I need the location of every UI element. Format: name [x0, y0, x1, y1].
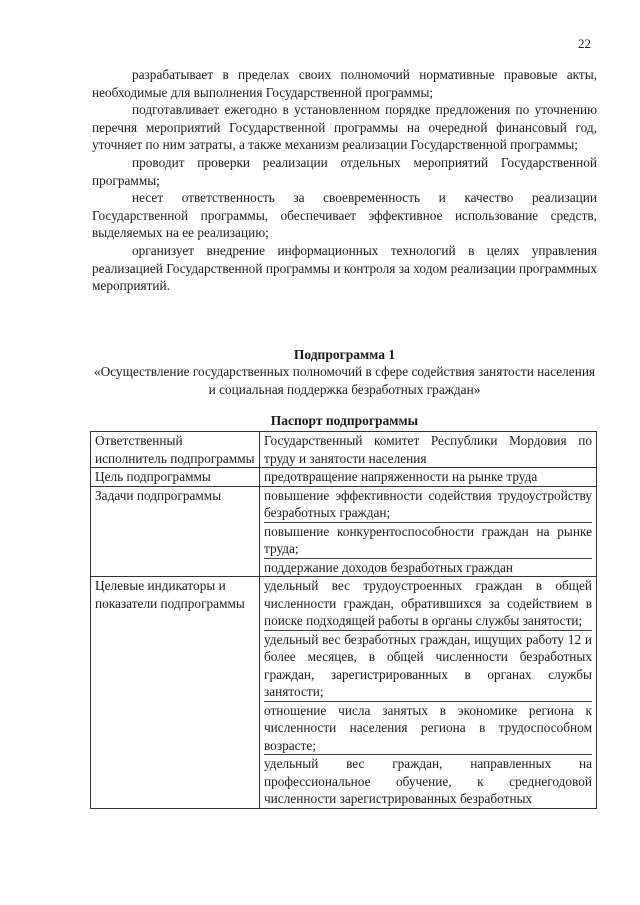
row-value-item: удельный вес трудоустроенных граждан в общей численности граждан, обратившихся за содействием в поиске подходящей работы в органы службы занятости;: [264, 577, 592, 631]
row-label: Ответственный исполнитель подпрограммы: [91, 432, 260, 468]
row-value-item: удельный вес граждан, направленных на профессиональное обучение, к среднегодовой численности зарегистрированных безработных: [264, 756, 592, 806]
row-label: Целевые индикаторы и показатели подпрограммы: [91, 577, 260, 809]
table-row: [91, 468, 597, 487]
row-value: [260, 486, 597, 577]
page-number: 22: [578, 36, 591, 51]
table-row: [91, 577, 597, 809]
row-value-item: предотвращение напряженности на рынке труда: [264, 469, 538, 484]
row-label: Задачи подпрограммы: [91, 486, 260, 577]
row-value-item: отношение числа занятых в экономике региона к численности населения региона в трудоспособном возрасте;: [264, 702, 592, 756]
subprogram-title: «Осуществление государственных полномочий в сфере содействия занятости населения и социальная поддержка безработных граждан»: [93, 364, 596, 397]
paragraph: несет ответственность за своевременность и качество реализации Государственной программы, обеспечивает эффективное использование средств, выделяемых на ее реализацию;: [92, 190, 597, 241]
row-value: [260, 577, 597, 809]
table-row: [91, 432, 597, 468]
paragraph: подготавливает ежегодно в установленном порядке предложения по уточнению перечня мероприятий Государственной программы на очередной финансовый год, уточняет по ним затраты, а также механизм реализации Государственной программы;: [92, 102, 597, 153]
passport-table: [90, 431, 597, 809]
body-text: [92, 66, 597, 295]
passport-heading: Паспорт подпрограммы: [270, 413, 419, 428]
row-value-item: удельный вес безработных граждан, ищущих работу 12 и более месяцев, в общей численности безработных граждан, зарегистрированных в органах службы занятости;: [264, 631, 592, 702]
row-value-item: поддержание доходов безработных граждан: [264, 559, 514, 575]
subprogram-heading: Подпрограмма 1: [293, 347, 396, 362]
row-value: [260, 468, 597, 487]
table-row: [91, 486, 597, 577]
paragraph: проводит проверки реализации отдельных мероприятий Государственной программы;: [92, 154, 597, 188]
row-value-item: повышение эффективности содействия трудоустройству безработных граждан;: [264, 487, 592, 523]
paragraph: организует внедрение информационных технологий в целях управления реализацией Государственной программы и контроля за ходом реализации программных мероприятий.: [92, 242, 597, 294]
row-label: Цель подпрограммы: [91, 468, 260, 487]
row-value-item: Государственный комитет Республики Мордовия по труду и занятости населения: [264, 433, 592, 466]
row-value-item: повышение конкурентоспособности граждан на рынке труда;: [264, 523, 592, 559]
row-value: [260, 432, 597, 468]
paragraph: разрабатывает в пределах своих полномочий нормативные правовые акты, необходимые для выполнения Государственной программы;: [92, 67, 597, 100]
